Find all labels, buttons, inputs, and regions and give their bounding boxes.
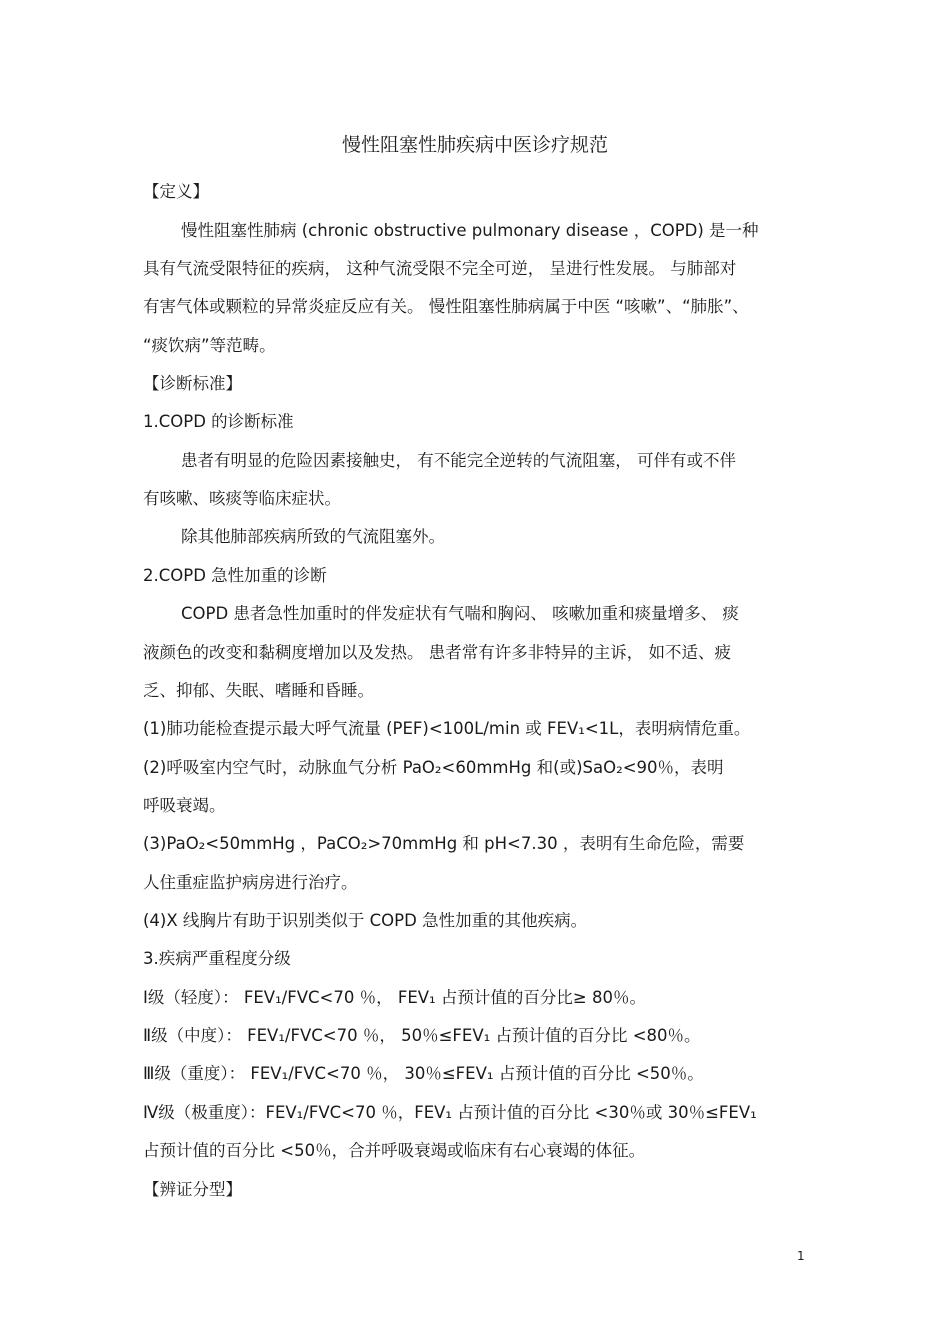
list-item-continuation: 人住重症监护病房进行治疗。 xyxy=(143,873,358,892)
paragraph-line: 慢性阻塞性肺病 (chronic obstructive pulmonary disease ，COPD) 是一种 xyxy=(181,221,759,240)
list-item: (3)PaO₂<50mmHg ，PaCO₂>70mmHg 和 pH<7.30 ，表明有生命危险，需要 xyxy=(143,834,745,853)
severity-grade-continuation: 占预计值的百分比 <50％，合并呼吸衰竭或临床有右心衰竭的体征。 xyxy=(143,1141,646,1160)
page-number: 1 xyxy=(797,1249,805,1263)
subheading: 3.疾病严重程度分级 xyxy=(143,949,291,968)
paragraph-line: “痰饮病”等范畴。 xyxy=(143,336,276,355)
paragraph-line: COPD 患者急性加重时的伴发症状有气喘和胸闷、 咳嗽加重和痰量增多、 痰 xyxy=(181,604,739,623)
section-heading-syndrome: 【辨证分型】 xyxy=(143,1180,242,1199)
severity-grade: Ⅲ级（重度）： FEV₁/FVC<70 ％， 30％≤FEV₁ 占预计值的百分比 <50％。 xyxy=(143,1064,704,1083)
paragraph-line: 乏、抑郁、失眠、嗜睡和昏睡。 xyxy=(143,681,374,700)
paragraph-line: 患者有明显的危险因素接触史， 有不能完全逆转的气流阻塞， 可伴有或不伴 xyxy=(181,451,736,470)
list-item-continuation: 呼吸衰竭。 xyxy=(143,796,226,815)
document-title: 慢性阻塞性肺疾病中医诊疗规范 xyxy=(341,134,608,156)
paragraph-line: 具有气流受限特征的疾病， 这种气流受限不完全可逆， 呈进行性发展。 与肺部对 xyxy=(143,259,737,278)
severity-grade: Ⅰ级（轻度）： FEV₁/FVC<70 ％， FEV₁ 占预计值的百分比≥ 80％。 xyxy=(143,988,646,1007)
paragraph-line: 除其他肺部疾病所致的气流阻塞外。 xyxy=(181,527,445,546)
severity-grade: Ⅱ级（中度）： FEV₁/FVC<70 ％， 50％≤FEV₁ 占预计值的百分比 <80％。 xyxy=(143,1026,701,1045)
list-item: (4)X 线胸片有助于识别类似于 COPD 急性加重的其他疾病。 xyxy=(143,911,588,930)
subheading: 2.COPD 急性加重的诊断 xyxy=(143,566,327,585)
list-item: (2)呼吸室内空气时，动脉血气分析 PaO₂<60mmHg 和(或)SaO₂<90％，表明 xyxy=(143,758,724,777)
paragraph-line: 液颜色的改变和黏稠度增加以及发热。 患者常有许多非特异的主诉， 如不适、疲 xyxy=(143,643,731,662)
list-item: (1)肺功能检查提示最大呼气流量 (PEF)<100L/min 或 FEV₁<1L，表明病情危重。 xyxy=(143,719,751,738)
section-heading-diagnosis: 【诊断标准】 xyxy=(143,374,242,393)
subheading: 1.COPD 的诊断标准 xyxy=(143,412,294,431)
section-heading-definition: 【定义】 xyxy=(143,182,209,201)
paragraph-line: 有咳嗽、咳痰等临床症状。 xyxy=(143,489,341,508)
severity-grade: Ⅳ级（极重度）：FEV₁/FVC<70 ％，FEV₁ 占预计值的百分比 <30％或 30％≤FEV₁ xyxy=(143,1103,757,1122)
paragraph-line: 有害气体或颗粒的异常炎症反应有关。 慢性阻塞性肺病属于中医 “咳嗽”、“肺胀”、 xyxy=(143,297,749,316)
